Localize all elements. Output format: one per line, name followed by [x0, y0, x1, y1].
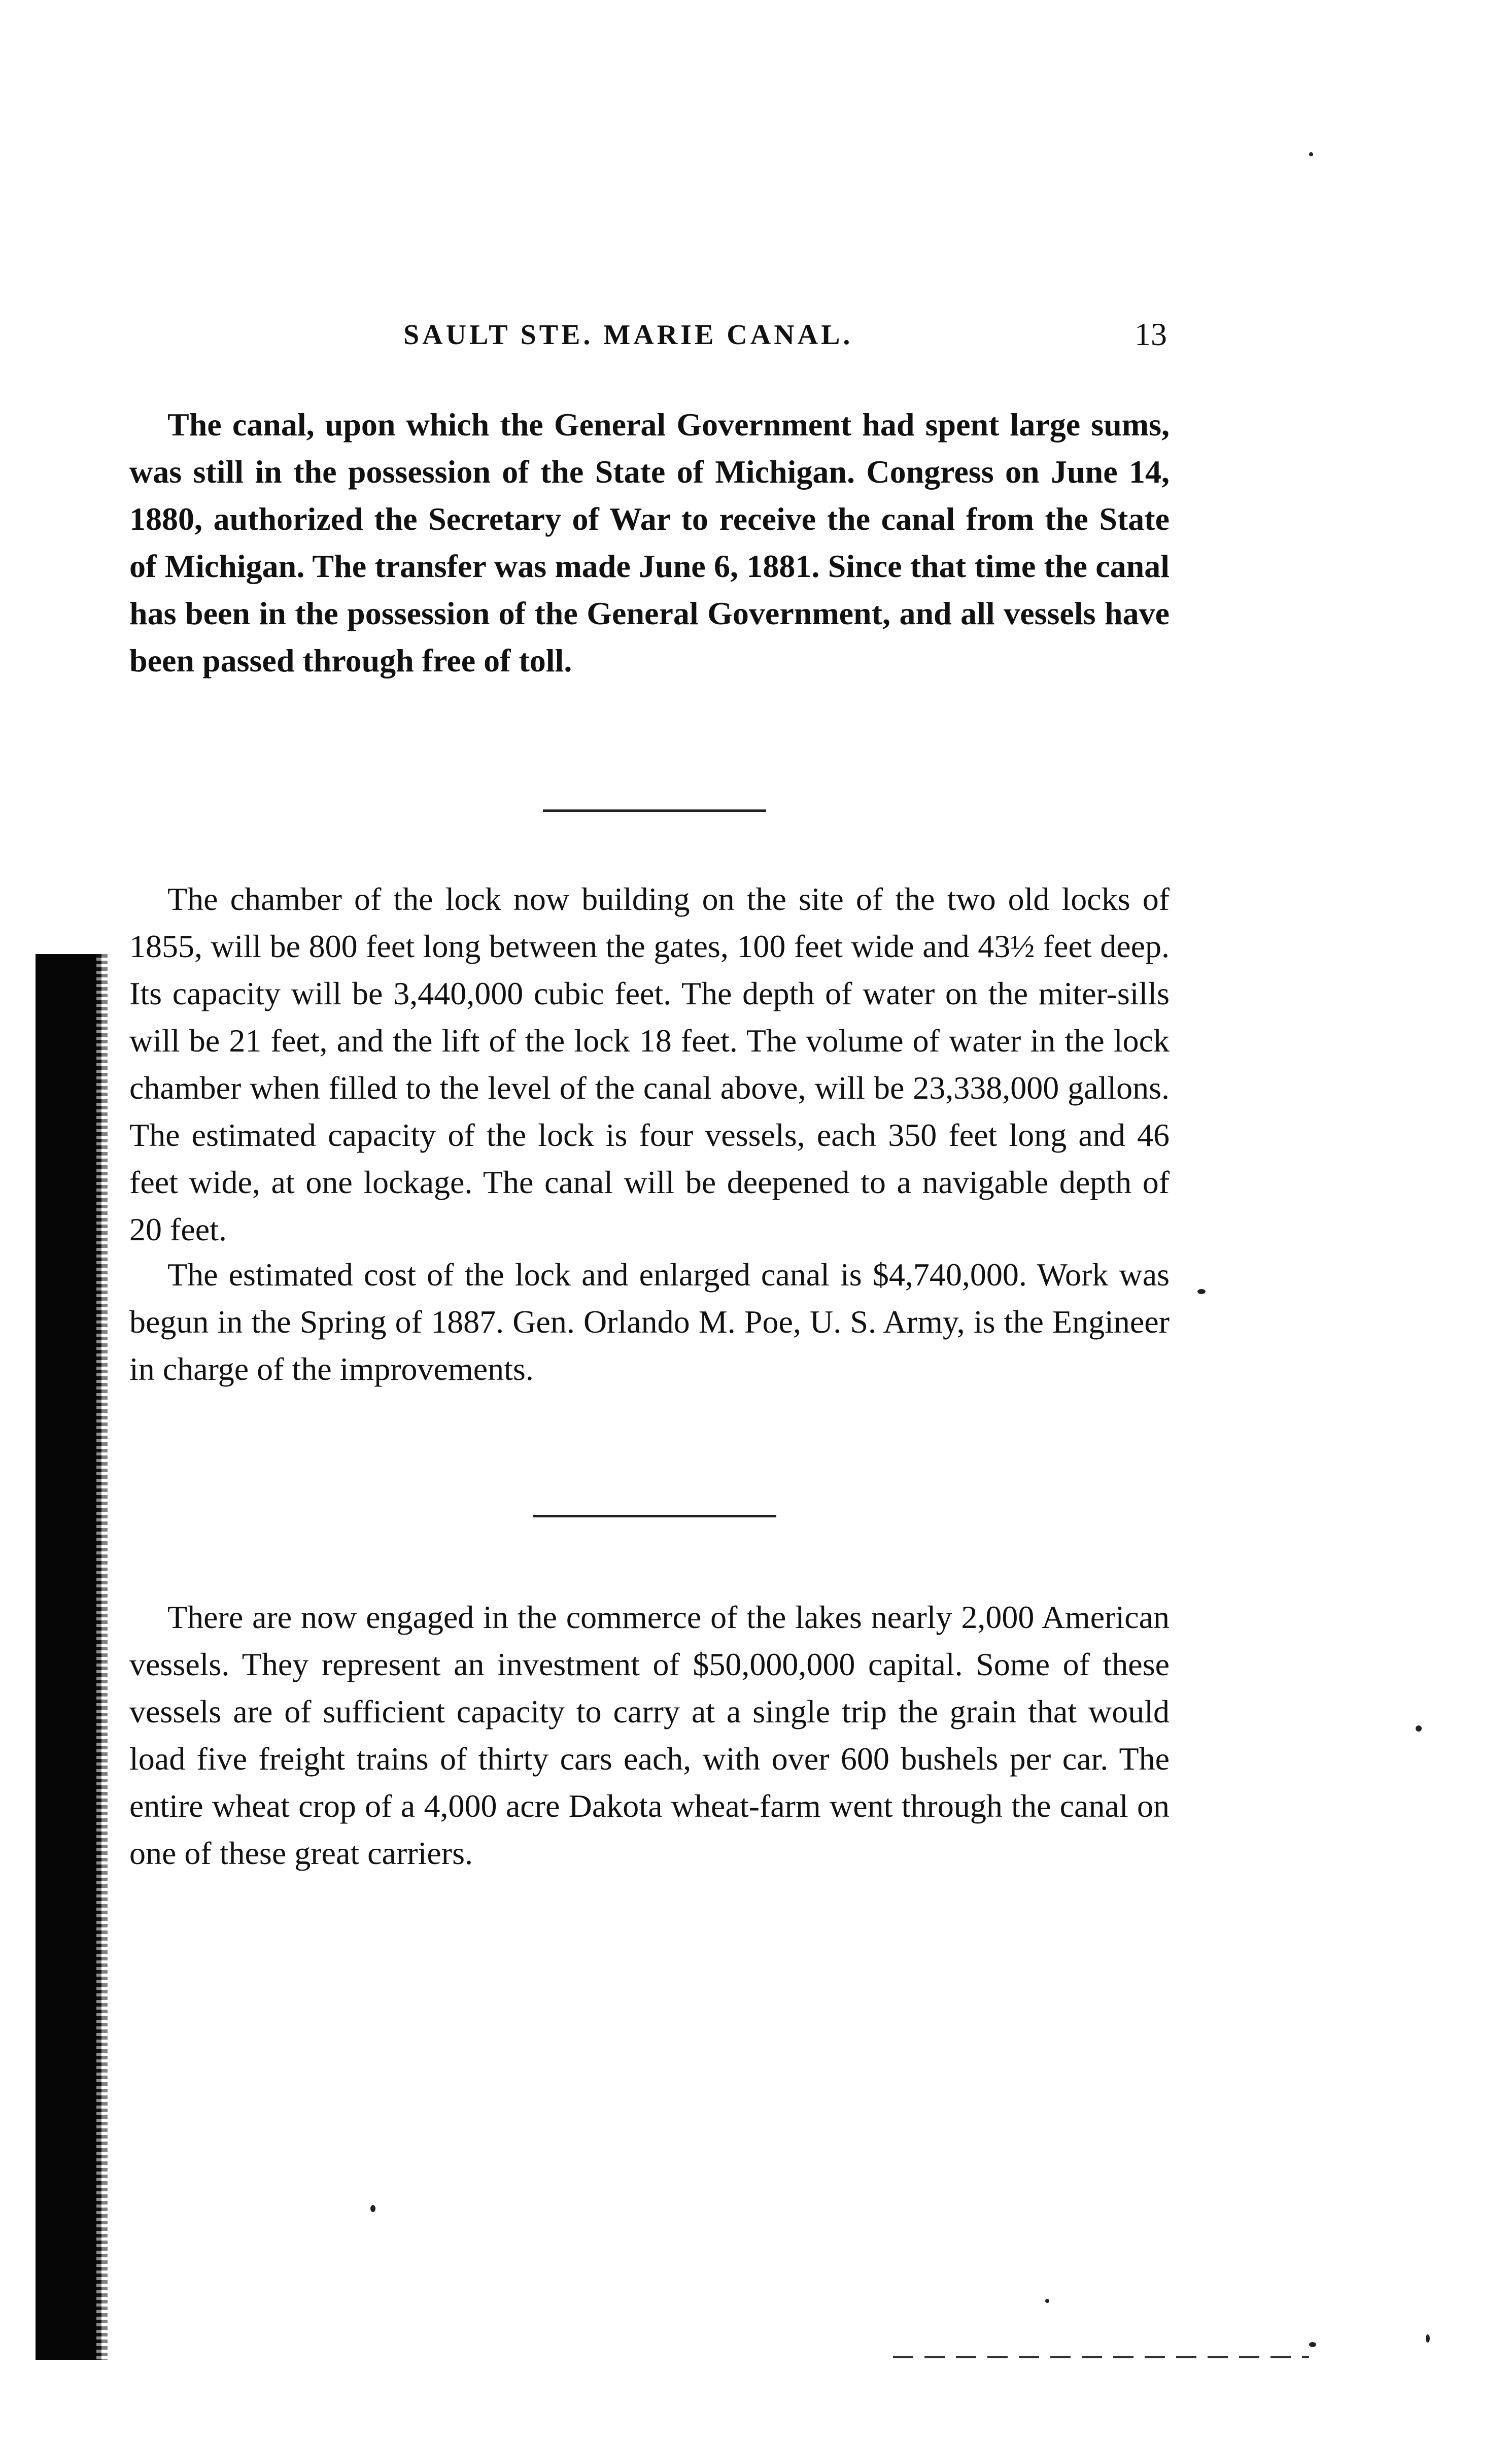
page-header	[127, 316, 1167, 359]
paragraph-canal-transfer: The canal, upon which the General Government had spent large sums, was still in the possession of the State of Michigan. Congress on June 14, 1880, authorized the Secretary of War to receive the canal from the State of Michigan. The transfer was made June 6, 1881. Since that time the canal has been in the possession of the General Government, and all vessels have been passed through free of toll.	[129, 406, 1170, 679]
running-head: SAULT STE. MARIE CANAL.	[403, 319, 853, 351]
scan-speck	[1416, 1725, 1422, 1732]
scan-speck	[1309, 152, 1313, 156]
paragraph-lake-commerce: There are now engaged in the commerce of the lakes nearly 2,000 American vessels. They represent an investment of $50,000,000 capital. Some of these vessels are of sufficient capacity to carry at a single trip the grain that would load five freight trains of thirty cars each, with over 600 bushels per car. The entire wheat crop of a 4,000 acre Dakota wheat-farm went through the canal on one of these great carriers.	[129, 1599, 1170, 1871]
section-divider	[543, 809, 766, 812]
paragraph-estimated-cost: The estimated cost of the lock and enlarged canal is $4,740,000. Work was begun in the Spring of 1887. Gen. Orlando M. Poe, U. S. Army, is the Engineer in charge of the improvements.	[129, 1257, 1170, 1387]
page-number: 13	[1135, 316, 1167, 352]
scan-speck	[370, 2205, 375, 2212]
paragraph-lock-chamber: The chamber of the lock now building on the site of the two old locks of 1855, will be 800 feet long between the gates, 100 feet wide and 43½ feet deep. Its capacity will be 3,440,000 cubic feet. The depth of water on the miter-sills will be 21 feet, and the lift of the lock 18 feet. The volume of water in the lock chamber when filled to the level of the canal above, will be 23,338,000 gallons. The estimated capacity of the lock is four vessels, each 350 feet long and 46 feet wide, at one lockage. The canal will be deepened to a navigable depth of 20 feet.	[129, 881, 1170, 1247]
binding-edge-texture	[96, 954, 108, 2360]
scan-speck	[1426, 2334, 1430, 2343]
scan-artifact-line	[893, 2356, 1309, 2358]
scan-speck	[1309, 2342, 1316, 2347]
scan-speck	[1045, 2299, 1049, 2303]
book-binding-shadow	[36, 954, 101, 2360]
section-divider	[533, 1515, 776, 1517]
scan-speck	[1197, 1289, 1206, 1294]
